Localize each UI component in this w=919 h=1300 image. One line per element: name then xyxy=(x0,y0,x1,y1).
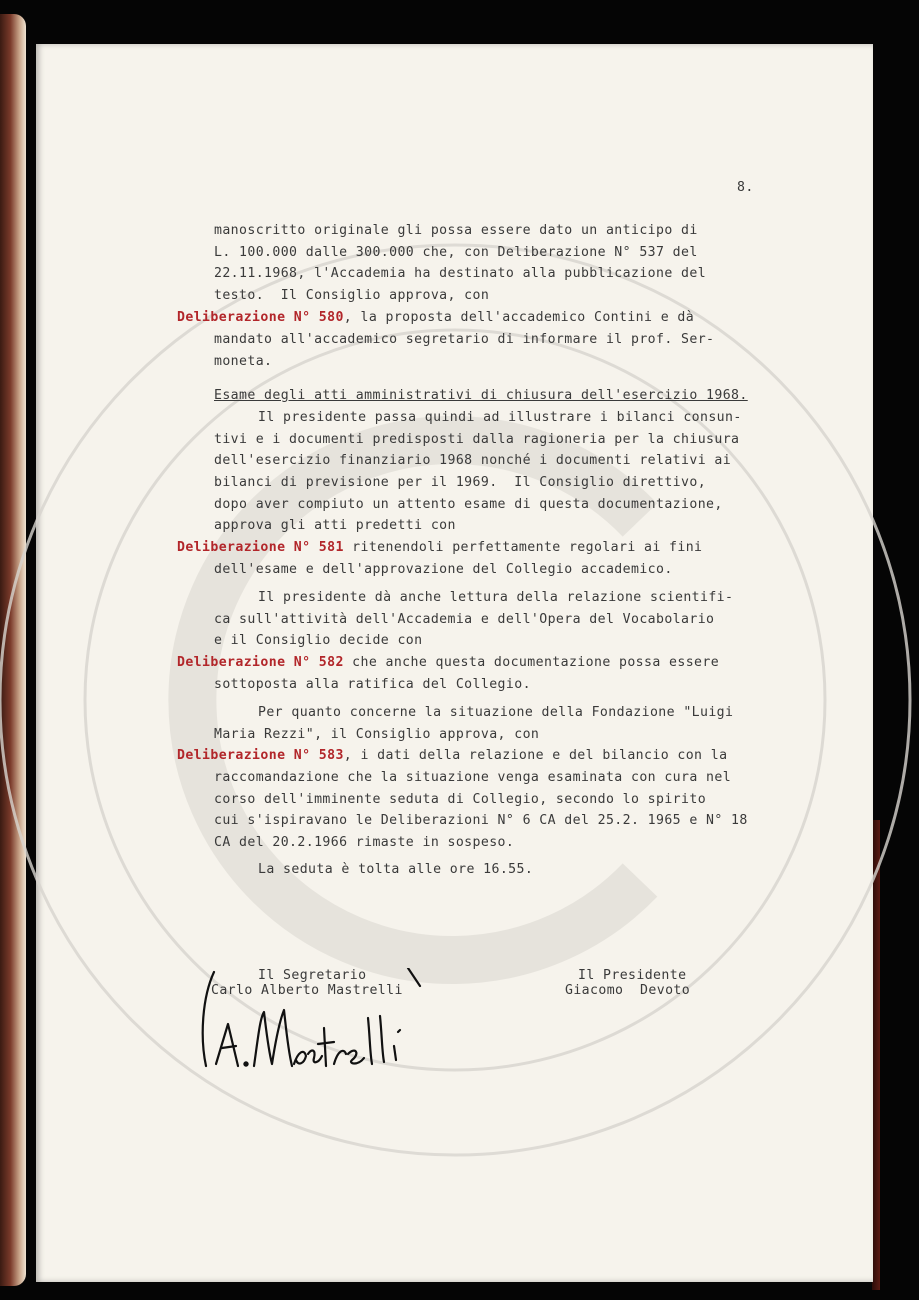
deliberation-line xyxy=(177,540,702,556)
deliberation-580: Deliberazione N° 580 xyxy=(177,310,344,325)
text-line: e il Consiglio decide con xyxy=(214,633,423,648)
text-line: mandato all'accademico segretario di informare il prof. Ser- xyxy=(214,332,715,347)
text-line: CA del 20.2.1966 rimaste in sospeso. xyxy=(214,835,515,850)
secretary-name: Carlo Alberto Mastrelli xyxy=(211,983,403,998)
text-fragment: , i dati della relazione e del bilancio con la xyxy=(343,748,728,763)
text-line: manoscritto originale gli possa essere dato un anticipo di xyxy=(214,223,698,238)
text-line: corso dell'imminente seduta di Collegio, secondo lo spirito xyxy=(214,792,707,807)
text-line: 22.11.1968, l'Accademia ha destinato alla pubblicazione del xyxy=(214,266,707,281)
text-line: raccomandazione che la situazione venga esaminata con cura nel xyxy=(214,770,732,785)
text-line: dell'esame e dell'approvazione del Collegio accademico. xyxy=(214,562,673,577)
text-line: sottoposta alla ratifica del Collegio. xyxy=(214,677,531,692)
secretary-title: Il Segretario xyxy=(258,968,367,983)
deliberation-line xyxy=(177,310,694,326)
text-line: approva gli atti predetti con xyxy=(214,518,456,533)
text-fragment: che anche questa documentazione possa essere xyxy=(343,655,720,670)
deliberation-583: Deliberazione N° 583 xyxy=(177,748,344,763)
deliberation-line xyxy=(177,748,727,764)
closing-line: La seduta è tolta alle ore 16.55. xyxy=(258,862,534,877)
section-heading: Esame degli atti amministrativi di chiusura dell'esercizio 1968. xyxy=(214,388,748,403)
left-page-edge xyxy=(0,14,26,1286)
text-line: Il presidente dà anche lettura della relazione scientifi- xyxy=(258,590,734,605)
text-line: Maria Rezzi", il Consiglio approva, con xyxy=(214,727,540,742)
text-line: dell'esercizio finanziario 1968 nonché i documenti relativi ai xyxy=(214,453,732,468)
text-line: L. 100.000 dalle 300.000 che, con Deliberazione N° 537 del xyxy=(214,245,698,260)
text-line: cui s'ispiravano le Deliberazioni N° 6 CA del 25.2. 1965 e N° 18 xyxy=(214,813,748,828)
text-fragment: ritenendoli perfettamente regolari ai fini xyxy=(343,540,703,555)
text-line: moneta. xyxy=(214,354,273,369)
text-fragment: , la proposta dell'accademico Contini e dà xyxy=(343,310,695,325)
president-title: Il Presidente xyxy=(578,968,687,983)
text-line: bilanci di previsione per il 1969. Il Consiglio direttivo, xyxy=(214,475,707,490)
deliberation-582: Deliberazione N° 582 xyxy=(177,655,344,670)
president-name: Giacomo Devoto xyxy=(565,983,691,998)
text-line: testo. Il Consiglio approva, con xyxy=(214,288,490,303)
handwritten-signature xyxy=(198,968,438,1078)
text-line: Per quanto concerne la situazione della Fondazione "Luigi xyxy=(258,705,734,720)
text-line: dopo aver compiuto un attento esame di questa documentazione, xyxy=(214,497,723,512)
text-line: Il presidente passa quindi ad illustrare i bilanci consun- xyxy=(258,410,742,425)
deliberation-581: Deliberazione N° 581 xyxy=(177,540,344,555)
text-line: ca sull'attività dell'Accademia e dell'Opera del Vocabolario xyxy=(214,612,715,627)
book-cover-edge xyxy=(872,820,880,1290)
text-line: tivi e i documenti predisposti dalla ragioneria per la chiusura xyxy=(214,432,740,447)
page-number: 8. xyxy=(737,180,754,195)
deliberation-line xyxy=(177,655,719,671)
